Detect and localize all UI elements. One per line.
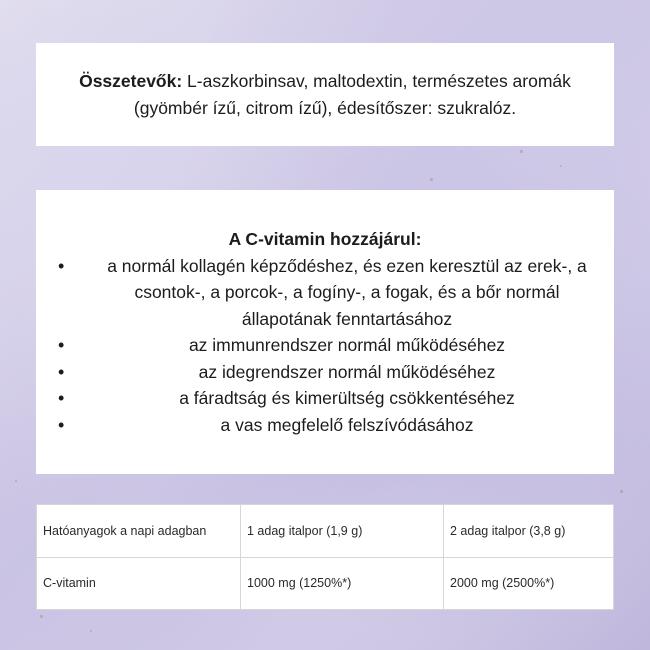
table-cell: 1 adag italpor (1,9 g) (241, 505, 444, 558)
list-item (54, 253, 596, 333)
bullet-icon: • (58, 255, 65, 276)
list-item (54, 332, 596, 359)
background-speck (40, 615, 43, 618)
background-speck (520, 150, 523, 153)
background-speck (620, 490, 623, 493)
table-cell: 2 adag italpor (3,8 g) (444, 505, 614, 558)
bullet-icon: • (58, 388, 65, 408)
list-item (54, 412, 596, 439)
table-cell: Hatóanyagok a napi adagban (37, 505, 241, 558)
list-item (54, 359, 596, 386)
benefits-list (54, 253, 596, 439)
table-cell: 1000 mg (1250%*) (241, 557, 444, 610)
dosage-table (36, 504, 614, 610)
background-speck (560, 165, 562, 167)
table-cell: C-vitamin (37, 557, 241, 610)
ingredients-text (46, 68, 604, 122)
bullet-icon: • (58, 414, 65, 435)
table-row (37, 557, 614, 610)
background-speck (430, 178, 433, 181)
dosage-table-card (36, 504, 614, 610)
list-item (54, 385, 596, 412)
background-speck (90, 630, 92, 632)
ingredients-list: L-aszkorbinsav, maltodextin, természetes aromák (gyömbér ízű, citrom ízű), édesítőszer: szukralóz. (133, 70, 571, 118)
benefits-card (36, 190, 614, 474)
background-speck (15, 480, 17, 482)
list-item-text: a fáradtság és kimerültség csökkentéséhez (179, 388, 515, 408)
bullet-icon: • (58, 335, 65, 355)
list-item-text: az idegrendszer normál működéséhez (198, 361, 496, 382)
table-row (37, 505, 614, 558)
benefits-heading: A C-vitamin hozzájárul: (228, 229, 422, 249)
ingredients-card (36, 43, 614, 146)
list-item-text: a normál kollagén képződéshez, és ezen keresztül az erek-, a csontok-, a porcok-, a fogíny-, a fogak, és a bőr normál állapotának fenntartásához (107, 255, 587, 329)
ingredients-label: Összetevők: (79, 70, 183, 91)
table-cell: 2000 mg (2500%*) (444, 557, 614, 610)
bullet-icon: • (58, 361, 65, 382)
list-item-text: az immunrendszer normál működéséhez (188, 335, 506, 355)
list-item-text: a vas megfelelő felszívódásához (220, 414, 474, 435)
